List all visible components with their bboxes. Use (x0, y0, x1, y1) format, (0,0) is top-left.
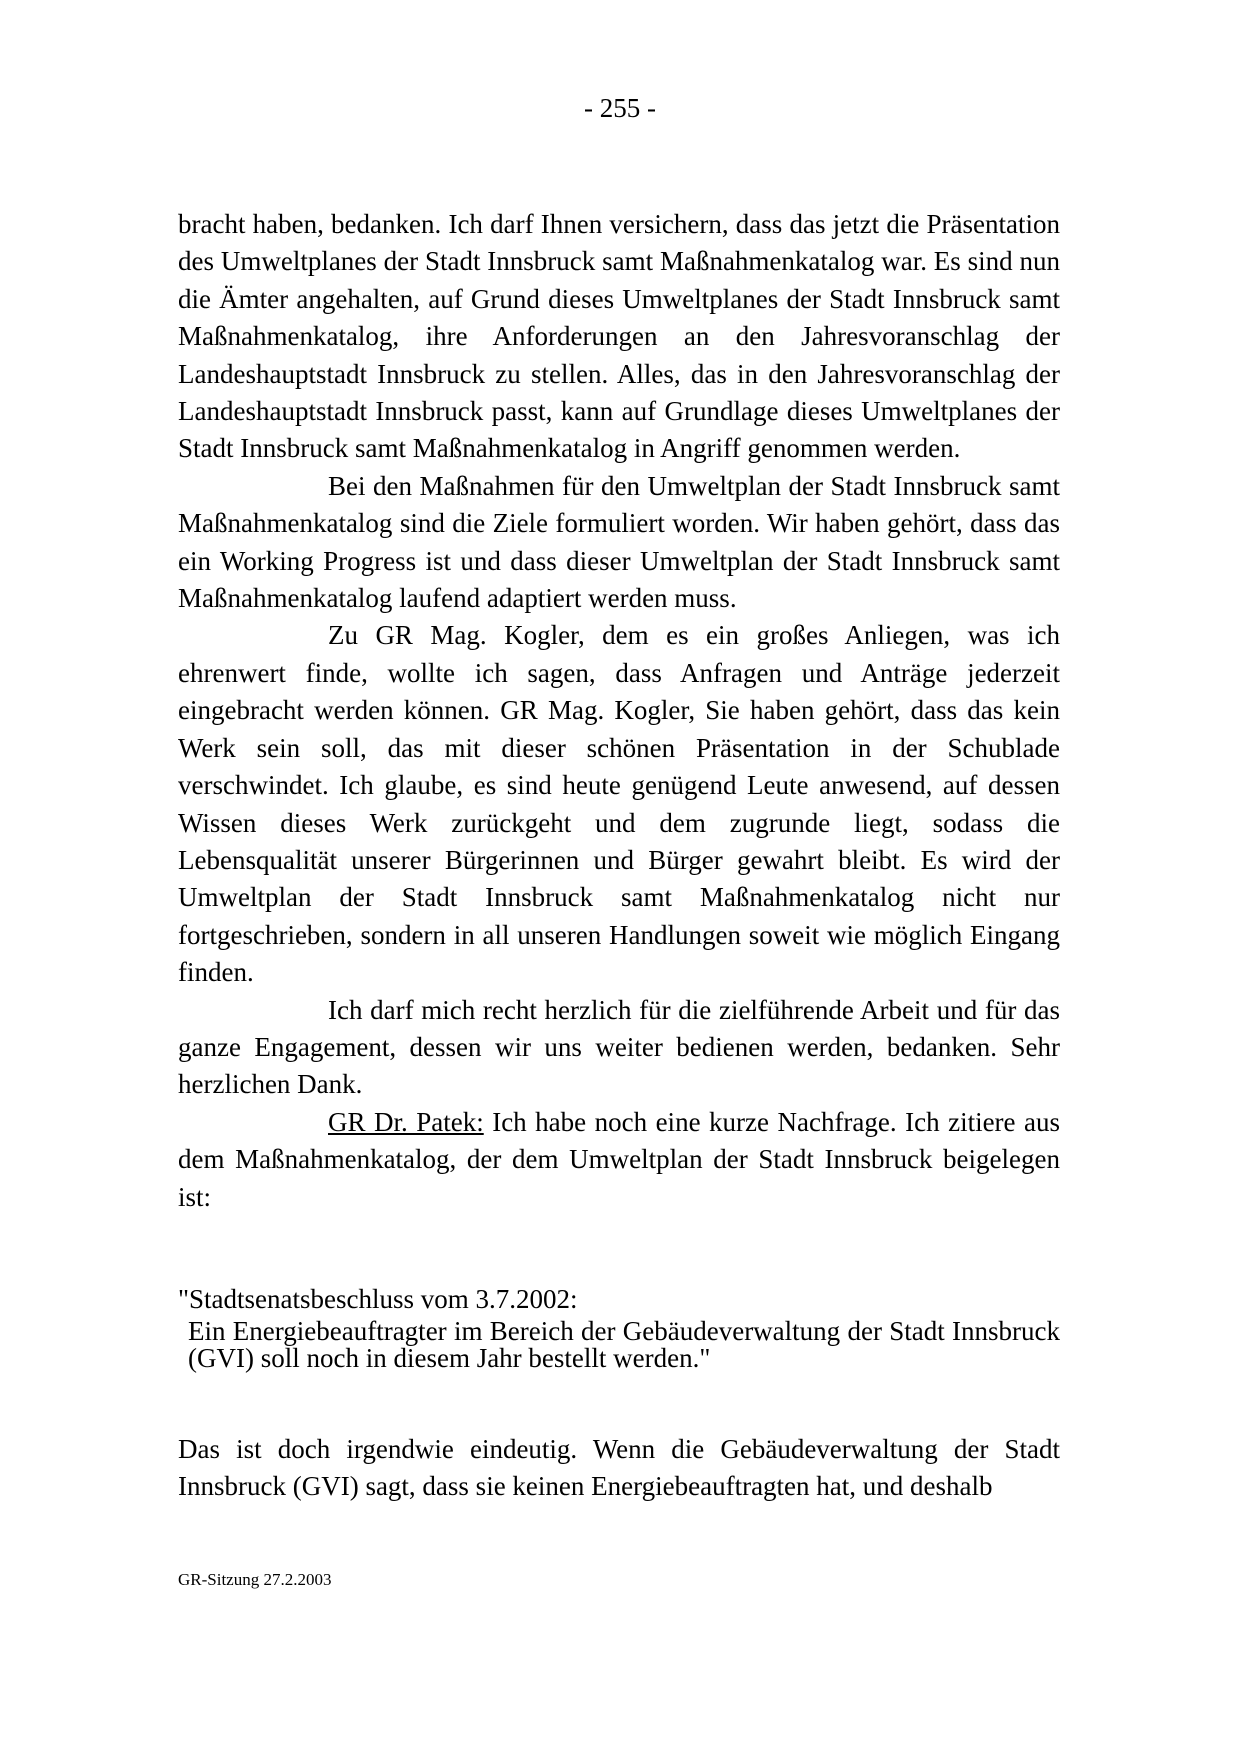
closing-paragraph: Das ist doch irgendwie eindeutig. Wenn die Gebäudeverwaltung der Stadt Innsbruck (GVI) sagt, dass sie keinen Energiebeauftragten hat, und deshalb (178, 1434, 1060, 1502)
paragraph-3: Zu GR Mag. Kogler, dem es ein großes Anliegen, was ich ehrenwert finde, wollte ich sagen, dass Anfragen und Anträge jederzeit eingebracht werden können. GR Mag. Kogler, Sie haben gehört, dass das kein Werk sein soll, das mit dieser schönen Präsentation in der Schublade verschwindet. Ich glaube, es sind heute genügend Leute anwesend, auf dessen Wissen dieses Werk zurückgeht und dem zugrunde liegt, sodass die Lebensqualität unserer Bürgerinnen und Bürger gewahrt bleibt. Es wird der Umweltplan der Stadt Innsbruck samt Maßnahmenkatalog nicht nur fortgeschrieben, sondern in all unseren Handlungen soweit wie möglich Eingang finden. (178, 620, 1060, 988)
paragraph-2: Bei den Maßnahmen für den Umweltplan der Stadt Innsbruck samt Maßnahmenkatalog sind die Ziele formuliert worden. Wir haben gehört, dass das ein Working Progress ist und dass dieser Umweltplan der Stadt Innsbruck samt Maßnahmenkatalog laufend adaptiert werden muss. (178, 470, 1060, 614)
page-number: - 255 - (584, 93, 656, 123)
speaker-statement: Ich habe noch eine kurze Nachfrage. Ich zitiere aus dem Maßnahmenkatalog, der dem Umweltplan der Stadt Innsbruck beigelegen ist: (178, 1106, 1061, 1212)
paragraph-5 (178, 1104, 1060, 1216)
paragraph-4: Ich darf mich recht herzlich für die zielführende Arbeit und für das ganze Engagement, dessen wir uns weiter bedienen werden, bedanken. Sehr herzlichen Dank. (178, 994, 1060, 1100)
body-text (178, 206, 1060, 1216)
quote-heading: "Stadtsenatsbeschluss vom 3.7.2002: (178, 1284, 578, 1314)
speaker-name: GR Dr. Patek: (328, 1106, 484, 1137)
paragraph-1: bracht haben, bedanken. Ich darf Ihnen versichern, dass das jetzt die Präsentation des Umweltplanes der Stadt Innsbruck samt Maßnahmenkatalog war. Es sind nun die Ämter angehalten, auf Grund dieses Umweltplanes der Stadt Innsbruck samt Maßnahmenkatalog, ihre Anforderungen an den Jahresvoranschlag der Landeshauptstadt Innsbruck zu stellen. Alles, das in den Jahresvoranschlag der Landeshauptstadt Innsbruck passt, kann auf Grundlage dieses Umweltplanes der Stadt Innsbruck samt Maßnahmenkatalog in Angriff genommen werden. (178, 209, 1060, 464)
quote-text: Ein Energiebeauftragter im Bereich der Gebäudeverwaltung der Stadt Innsbruck (GVI) soll noch in diesem Jahr bestellt werden." (188, 1316, 1060, 1373)
footer-session-date: GR-Sitzung 27.2.2003 (178, 1570, 332, 1589)
